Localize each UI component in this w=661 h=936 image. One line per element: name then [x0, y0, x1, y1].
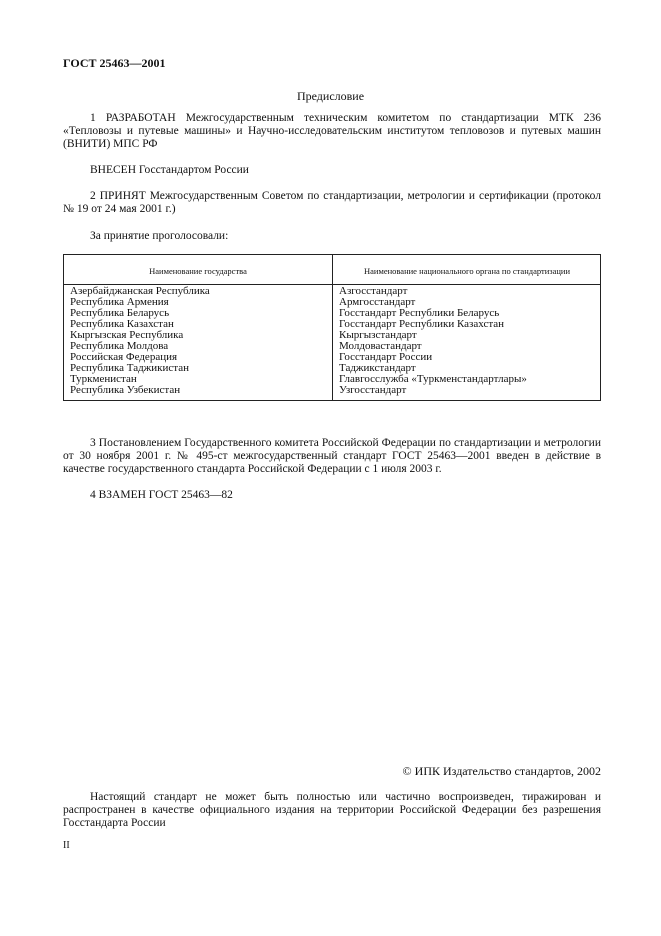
table-cell-state: Российская Федерация [70, 351, 178, 363]
paragraph-adopted: 2 ПРИНЯТ Межгосударственным Советом по стандартизации, метрологии и сертификации (протокол № 19 от 24 мая 2001 г.) [63, 190, 601, 215]
paragraph-voted: За принятие проголосовали: [90, 230, 229, 242]
paragraph-replaces: 4 ВЗАМЕН ГОСТ 25463—82 [90, 489, 233, 501]
table-cell-body: Молдовастандарт [339, 340, 422, 352]
copyright-line: © ИПК Издательство стандартов, 2002 [402, 764, 601, 778]
page-number: II [63, 840, 70, 851]
voting-table [63, 254, 601, 401]
table-cell-state: Республика Армения [70, 296, 169, 308]
paragraph-developed: 1 РАЗРАБОТАН Межгосударственным техническим комитетом по стандартизации МТК 236 «Тепловозы и путевые машины» и Научно-исследовательским институтом тепловозов и путевых машин (ВНИТИ) МПС РФ [63, 112, 601, 150]
table-column-states [70, 286, 210, 396]
paragraph-decree: 3 Постановлением Государственного комитета Российской Федерации по стандартизации и метрологии от 30 ноября 2001 г. № 495-ст межгосударственный стандарт ГОСТ 25463—2001 введен в действие в качестве государственного стандарта Российской Федерации с 1 июля 2003 г. [63, 437, 601, 475]
table-header-state: Наименование государства [149, 266, 247, 276]
table-cell-state: Кыргызская Республика [70, 329, 184, 341]
document-code: ГОСТ 25463—2001 [63, 56, 166, 70]
table-cell-body: Госстандарт Республики Казахстан [339, 318, 505, 330]
table-cell-state: Республика Молдова [70, 340, 169, 352]
table-cell-body: Кыргызстандарт [339, 329, 417, 341]
table-cell-state: Республика Таджикистан [70, 362, 189, 374]
table-cell-body: Таджикстандарт [339, 362, 416, 374]
table-cell-body: Азгосстандарт [339, 285, 408, 297]
table-cell-state: Республика Казахстан [70, 318, 174, 330]
table-cell-body: Узгосстандарт [339, 384, 407, 396]
table-column-bodies [339, 286, 527, 396]
paragraph-introduced: ВНЕСЕН Госстандартом России [90, 164, 249, 176]
table-header-body: Наименование национального органа по стандартизации [363, 266, 571, 276]
table-cell-state: Республика Узбекистан [70, 384, 181, 396]
table-cell-body: Госстандарт России [339, 351, 433, 363]
reproduction-notice: Настоящий стандарт не может быть полностью или частично воспроизведен, тиражирован и распространен в качестве официального издания на территории Российской Федерации без разрешения Госстандарта России [63, 791, 601, 829]
table-cell-body: Главгосслужба «Туркменстандартлары» [339, 373, 527, 385]
table-cell-body: Госстандарт Республики Беларусь [339, 307, 500, 319]
table-cell-state: Республика Беларусь [70, 307, 170, 319]
table-cell-body: Армгосстандарт [339, 296, 416, 308]
page-title: Предисловие [296, 89, 365, 103]
table-cell-state: Туркменистан [70, 373, 137, 385]
table-cell-state: Азербайджанская Республика [70, 285, 210, 297]
